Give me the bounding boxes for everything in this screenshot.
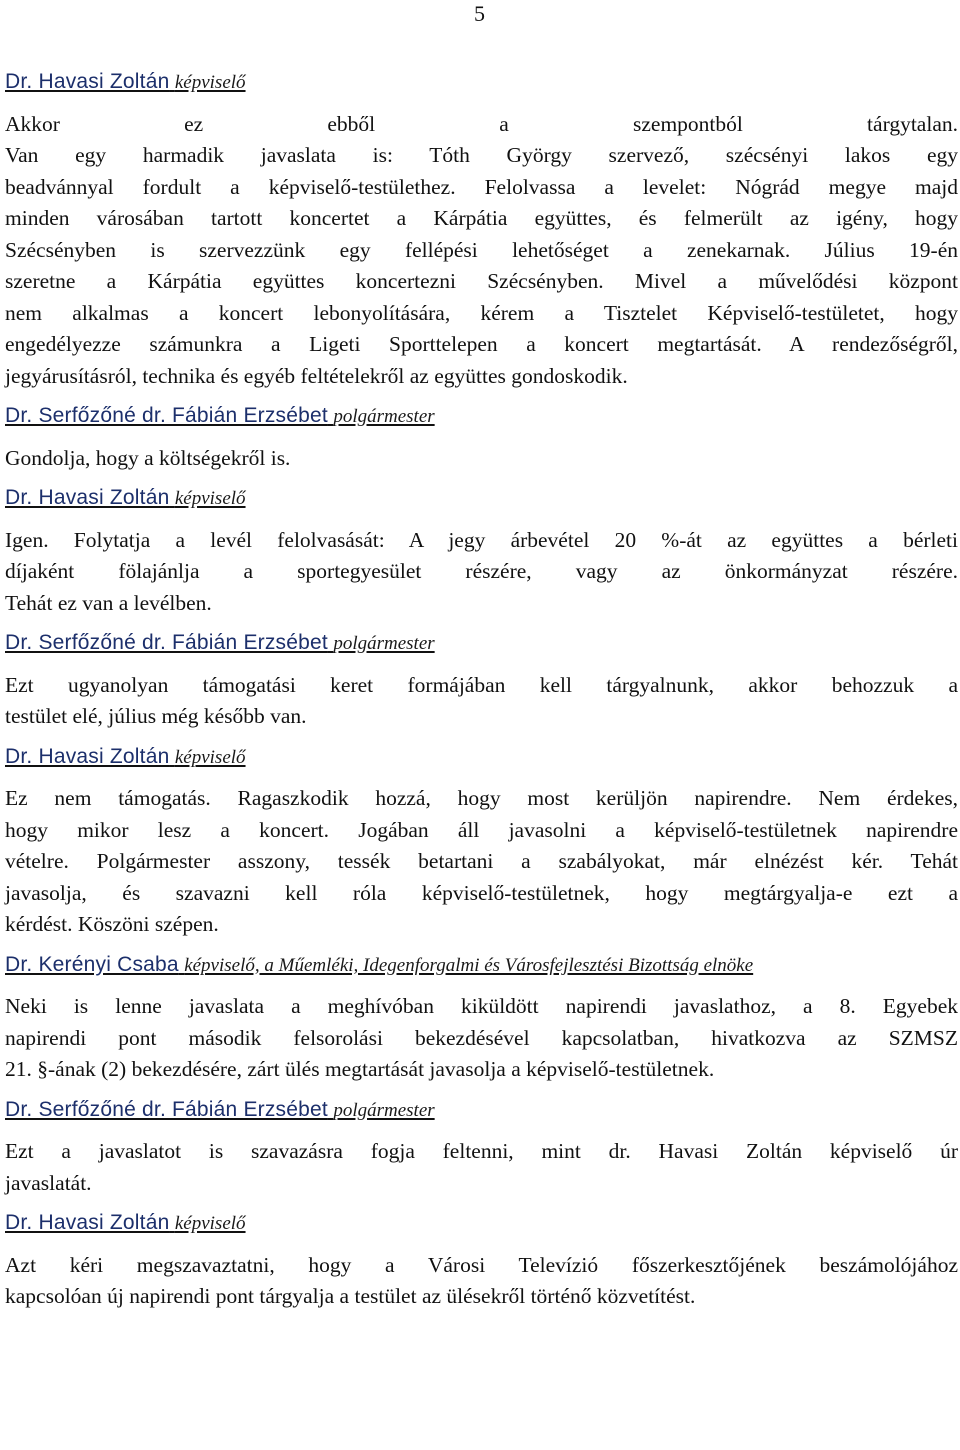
- paragraph-line: testület elé, július még később van.: [5, 704, 307, 728]
- paragraph-line: kapcsolóan új napirendi pont tárgyalja a testület az ülésekről történő közvetítést.: [5, 1284, 696, 1308]
- speaker-heading: [5, 400, 958, 433]
- paragraph-line: napirendi pont második felsorolási bekezdésével kapcsolatban, hivatkozva az SZMSZ: [5, 1025, 958, 1050]
- paragraph-line: Gondolja, hogy a költségekről is.: [5, 445, 291, 470]
- speaker-name: Dr. Serfőzőné dr. Fábián Erzsébet: [5, 404, 328, 427]
- paragraph-line: hogy mikor lesz a koncert. Jogában áll javasolni a képviselő-testületnek napirendre: [5, 817, 958, 842]
- paragraph-line: nem alkalmas a koncert lebonyolítására, kérem a Tisztelet Képviselő-testületet, hogy: [5, 300, 958, 325]
- speaker-role: képviselő: [174, 1213, 246, 1234]
- paragraph-line: Van egy harmadik javaslata is: Tóth György szervező, szécsényi lakos egy: [5, 143, 958, 167]
- paragraph-line: minden városában tartott koncertet a Kárpátia együttes, és felmerült az igény, hogy: [5, 206, 958, 230]
- paragraph: [5, 109, 958, 393]
- speaker-name: Dr. Serfőzőné dr. Fábián Erzsébet: [5, 631, 328, 654]
- paragraph-line: Akkor ez ebből a szempontból tárgytalan.: [5, 111, 958, 136]
- speaker-heading: [5, 1094, 958, 1127]
- paragraph: [5, 443, 958, 475]
- speaker-role: képviselő: [174, 72, 246, 93]
- paragraph: [5, 991, 958, 1086]
- paragraph-line: javaslatát.: [5, 1170, 92, 1195]
- speaker-heading: [5, 627, 958, 660]
- paragraph: [5, 1136, 958, 1199]
- paragraph-line: Ez nem támogatás. Ragaszkodik hozzá, hogy most kerüljön napirendre. Nem érdekes,: [5, 786, 958, 810]
- speaker-heading: [5, 741, 958, 774]
- paragraph: [5, 670, 958, 733]
- paragraph-line: javasolja, és szavazni kell róla képviselő-testületnek, hogy megtárgyalja-e ezt a: [5, 880, 958, 905]
- paragraph-line: kérdést. Köszöni szépen.: [5, 912, 219, 936]
- speaker-role: polgármester: [333, 1099, 435, 1121]
- paragraph-line: Ezt a javaslatot is szavazásra fogja feltenni, mint dr. Havasi Zoltán képviselő úr: [5, 1139, 958, 1163]
- speaker-name: Dr. Havasi Zoltán: [5, 70, 170, 93]
- speaker-name: Dr. Havasi Zoltán: [5, 744, 170, 768]
- paragraph-line: szeretne a Kárpátia együttes koncertezni Szécsényben. Mivel a művelődési központ: [5, 269, 958, 293]
- paragraph-line: Neki is lenne javaslata a meghívóban kiküldött napirendi javaslathoz, a 8. Egyebek: [5, 994, 958, 1018]
- speaker-role: polgármester: [333, 406, 435, 427]
- paragraph: [5, 783, 958, 941]
- speaker-name: Dr. Serfőzőné dr. Fábián Erzsébet: [5, 1097, 328, 1121]
- document-body: [5, 66, 958, 1321]
- speaker-heading: [5, 482, 958, 515]
- page-number: 5: [474, 1, 485, 26]
- paragraph-line: díjaként fölajánlja a sportegyesület részére, vagy az önkormányzat részére.: [5, 559, 958, 583]
- speaker-role: képviselő: [174, 746, 246, 768]
- paragraph-line: Azt kéri megszavaztatni, hogy a Városi Televízió főszerkesztőjének beszámolójához: [5, 1252, 958, 1277]
- speaker-name: Dr. Havasi Zoltán: [5, 486, 170, 509]
- speaker-heading: [5, 66, 958, 99]
- paragraph-line: Tehát ez van a levélben.: [5, 590, 212, 615]
- paragraph-line: Szécsényben is szervezzünk egy fellépési lehetőséget a zenekarnak. Július 19-én: [5, 237, 958, 262]
- speaker-heading: [5, 949, 958, 982]
- paragraph-line: 21. §-ának (2) bekezdésére, zárt ülés megtartását javasolja a képviselő-testületnek.: [5, 1057, 715, 1081]
- paragraph: [5, 1250, 958, 1313]
- speaker-name: Dr. Havasi Zoltán: [5, 1211, 170, 1234]
- speaker-role: polgármester: [333, 633, 435, 654]
- paragraph-line: Ezt ugyanolyan támogatási keret formájában kell tárgyalnunk, akkor behozzuk a: [5, 672, 958, 697]
- paragraph-line: beadvánnyal fordult a képviselő-testülethez. Felolvassa a levelet: Nógrád megye majd: [5, 174, 958, 199]
- speaker-role: képviselő: [174, 488, 246, 509]
- paragraph: [5, 525, 958, 620]
- speaker-heading: [5, 1207, 958, 1240]
- paragraph-line: Igen. Folytatja a levél felolvasását: A jegy árbevétel 20 %-át az együttes a bérleti: [5, 527, 958, 552]
- speaker-name: Dr. Kerényi Csaba: [5, 952, 179, 976]
- paragraph-line: jegyárusításról, technika és egyéb feltételekről az együttes gondoskodik.: [5, 363, 628, 388]
- speaker-role: képviselő, a Műemléki, Idegenforgalmi és Városfejlesztési Bizottság elnöke: [184, 954, 754, 976]
- paragraph-line: engedélyezze számunkra a Ligeti Sporttelepen a koncert megtartását. A rendezőségről,: [5, 332, 958, 356]
- paragraph-line: vételre. Polgármester asszony, tessék betartani a szabályokat, már elnézést kér. Tehát: [5, 849, 958, 873]
